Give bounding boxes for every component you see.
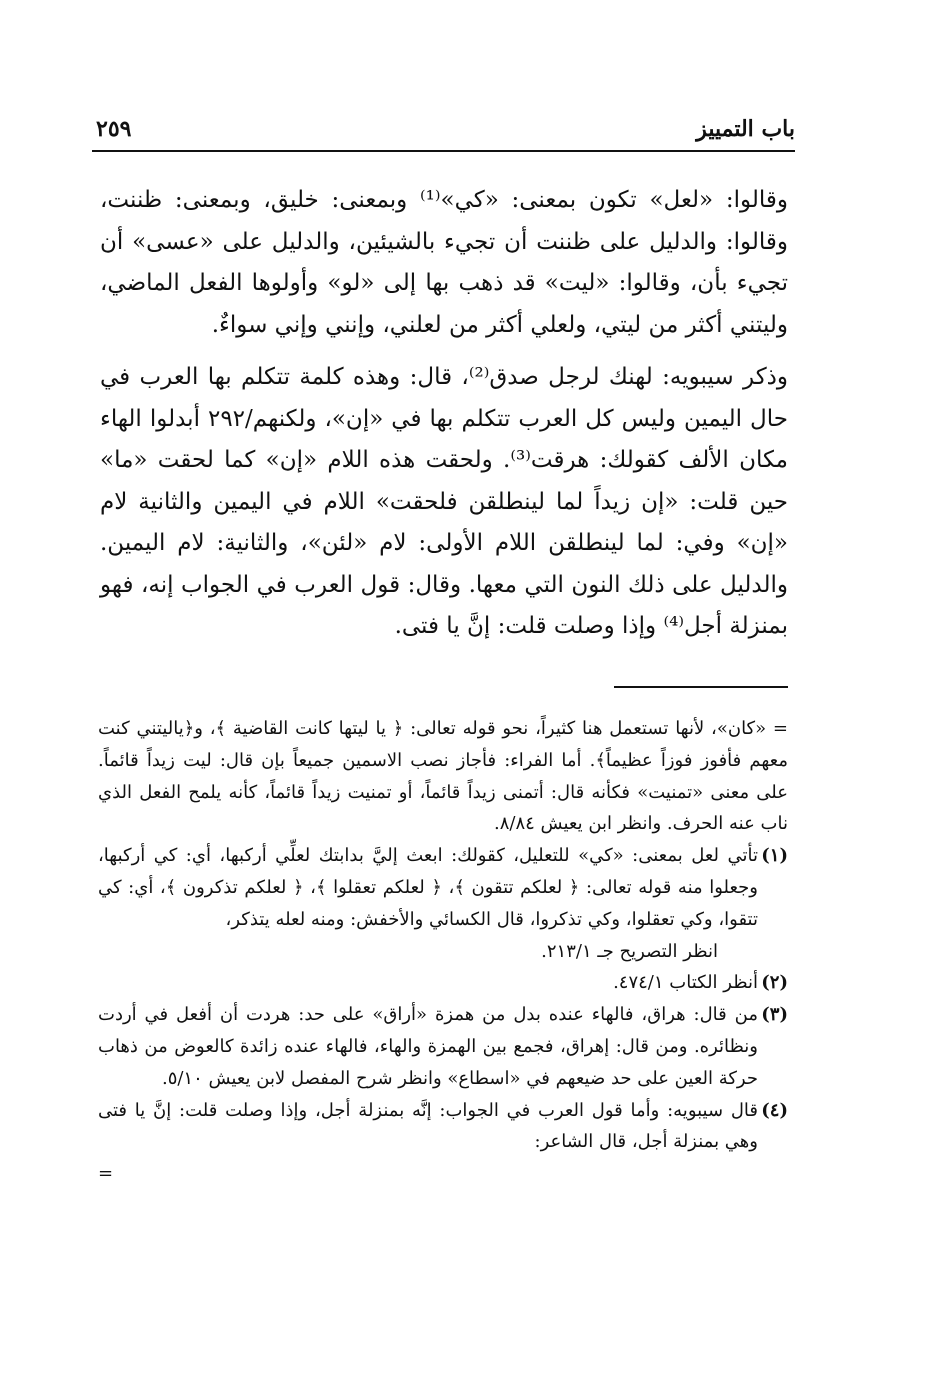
footnote-marker: (٤) bbox=[761, 1099, 788, 1121]
footnote-marker: (٣) bbox=[761, 1004, 788, 1026]
footnote-marker: (٢) bbox=[761, 972, 788, 994]
footnotes bbox=[98, 713, 788, 1190]
footnote-marker: (١) bbox=[761, 845, 788, 867]
footnote-text: قال سيبويه: وأما قول العرب في الجواب: إنَّه بمنزلة أجل، وإذا وصلت قلت: إنَّ يا فتى وهي بمنزلة أجل، قال الشاعر: bbox=[98, 1099, 758, 1153]
footnote-text: من قال: هراق، فالهاء عنده بدل من همزة «أراق» على حد: هردت أن أفعل في أردت ونظائره. ومن قال: إهراق، فجمع بين الهمزة والهاء، فالهاء عنده زائدة كالعوض من ذهاب حركة العين على حد ضيعهم في «اسطاع» وانظر شرح المفصل لابن يعيش ٥/١٠. bbox=[98, 1004, 758, 1089]
footnote-continuation-text: = «كان»، لأنها تستعمل هنا كثيراً، نحو قوله تعالى: ﴿ يا ليتها كانت القاضية ﴾، و﴿ياليتني كنت معهم فأفوز فوزاً عظيماً﴾. أما الفراء: فأجاز نصب الاسمين جميعاً بإن قال: ليت زيداً قائماً. على معنى «تمنيت» فكأنه قال: أتمنى زيداً قائماً، أو تمنيت زيداً قائماً، كأنه يلمح الفعل الذي ناب عنه الحرف. وانظر ابن يعيش ٨/٨٤. bbox=[98, 718, 788, 835]
footnote-body bbox=[98, 840, 758, 967]
running-header bbox=[92, 116, 795, 152]
continuation-marker: = bbox=[98, 1163, 114, 1185]
page-number: ٢٥٩ bbox=[96, 116, 132, 142]
footnote-3 bbox=[98, 999, 788, 1094]
footnote-2 bbox=[98, 967, 788, 999]
paragraph-2: وذكر سيبويه: لهنك لرجل صدق⁽²⁾، قال: وهذه كلمة تتكلم بها العرب في حال اليمين وليس كل العرب تتكلم بها في «إن»، ولكنهم/٢٩٢ أبدلوا الهاء مكان الألف كقولك: هرقت⁽³⁾. ولحقت هذه اللام «إن» كما لحقت «ما» حين قلت: «إن زيداً لما لينطلقن فلحقت» اللام في اليمين والثانية لام «إن» وفي: لما لينطلقن اللام الأولى: لام «لئن»، والثانية: لام اليمين. والدليل على ذلك النون التي معها. وقال: قول العرب في الجواب إنه، فهو بمنزلة أجل⁽⁴⁾ وإذا وصلت قلت: إنَّ يا فتى. bbox=[100, 364, 788, 639]
footnote-text: تأتي لعل بمعنى: «كي» للتعليل، كقولك: ابعث إليَّ بدابتك لعلِّي أركبها، أي: كي أركبها، وجعلوا منه قوله تعالى: ﴿ لعلكم تتقون ﴾، ﴿ لعلكم تعقلوا ﴾، ﴿ لعلكم تذكرون ﴾، أي: كي تتقوا، وكي تعقلوا، وكي تذكروا، قال الكسائي والأخفش: ومنه لعله يتذكر، bbox=[98, 845, 758, 930]
footnote-continuation bbox=[98, 713, 788, 840]
footnote-1 bbox=[98, 840, 788, 967]
footnote-text: أنظر الكتاب ٤٧٤/١. bbox=[613, 972, 758, 994]
chapter-title: باب التمييز bbox=[696, 116, 795, 142]
footnote-4 bbox=[98, 1095, 788, 1159]
paragraph-1: وقالوا: «لعل» تكون بمعنى: «كي»⁽¹⁾ وبمعنى: خليق، وبمعنى: ظننت، وقالوا: والدليل على ظننت أن تجيء بالشيئين، والدليل على «عسى» أن تجيء بأن، وقالوا: «ليت» قد ذهب بها إلى «لو» وأولوها الفعل الماضي، وليتني أكثر من ليتي، ولعلي أكثر من لعلني، وإنني وإني سواءٌ. bbox=[100, 187, 788, 338]
footnote-separator bbox=[614, 686, 788, 688]
footnote-reference: انظر التصريح جـ ٢١٣/١. bbox=[541, 940, 718, 962]
main-text bbox=[100, 180, 788, 648]
